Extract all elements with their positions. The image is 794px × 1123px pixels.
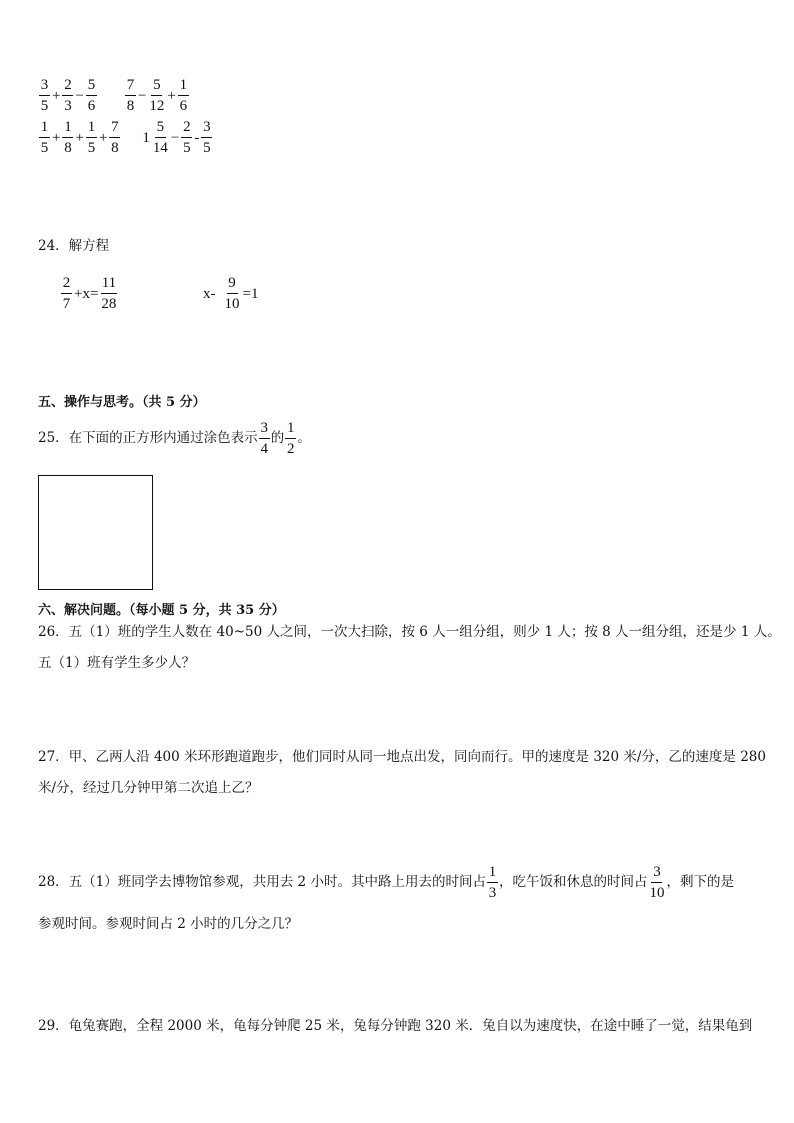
section-6-heading: 六、解决问题。（每小题 5 分，共 35 分）	[38, 603, 285, 618]
operator: −	[170, 129, 180, 146]
operator: −	[137, 87, 147, 104]
operator: +	[75, 129, 84, 146]
fraction: $\frac{5}{14}$	[152, 119, 168, 156]
fraction: $\frac{5}{12}$	[149, 77, 165, 114]
fraction: $\frac{1}{6}$	[179, 77, 188, 114]
fraction: $\frac{2}{3}$	[64, 77, 72, 114]
operator: -	[194, 129, 200, 146]
fraction: $\frac{2}{7}$	[62, 275, 71, 312]
fraction: $\frac{1}{8}$	[64, 119, 72, 156]
operator: +	[52, 87, 61, 104]
question-text: ，剩下的是	[666, 874, 734, 891]
question-26-line-1: 26．五（1）班的学生人数在 40~50 人之间，一次大扫除，按 6 人一组分组，则少 1 人；按 8 人一组分组，还是少 1 人。	[38, 624, 781, 640]
question-29-line-1: 29．龟兔赛跑，全程 2000 米，龟每分钟爬 25 米，兔每分钟跑 320 米．兔自以为速度快，在途中睡了一觉，结果龟到	[38, 1018, 753, 1034]
fraction: $\frac{1}{5}$	[87, 119, 96, 156]
question-text: 28．五（1）班同学去博物馆参观，共用去 2 小时。其中路上用去的时间占	[38, 874, 486, 891]
operator: +	[167, 87, 176, 104]
expression-row-1	[38, 78, 190, 114]
fraction: $\frac{2}{5}$	[183, 119, 191, 156]
equation-text: +x=	[74, 285, 99, 302]
question-27-line-1: 27．甲、乙两人沿 400 米环形跑道跑步，他们同时从同一地点出发，同向而行。甲的速度是 320 米/分，乙的速度是 280	[38, 749, 766, 765]
fraction: $\frac{7}{8}$	[126, 77, 135, 114]
fraction: $\frac{3}{4}$	[260, 420, 268, 457]
equation-2	[202, 276, 259, 312]
question-26-line-2: 五（1）班有学生多少人？	[38, 655, 196, 671]
fraction: $\frac{3}{5}$	[40, 77, 49, 114]
fraction: $\frac{11}{28}$	[101, 275, 117, 312]
question-28-line-1	[38, 865, 734, 901]
question-27-line-2: 米/分，经过几分钟甲第二次追上乙？	[38, 780, 259, 796]
fraction: $\frac{3}{10}$	[649, 864, 665, 901]
question-text: ，吃午饭和休息的时间占	[498, 874, 648, 891]
equation-1	[60, 276, 118, 312]
operator: +	[52, 129, 61, 146]
fraction: $\frac{1}{5}$	[40, 119, 49, 156]
question-28-line-2: 参观时间。参观时间占 2 小时的几分之几？	[38, 916, 299, 932]
fraction: $\frac{7}{8}$	[111, 119, 119, 156]
question-24-title: 24．解方程	[38, 238, 110, 254]
fraction: $\frac{3}{5}$	[203, 119, 211, 156]
section-5-heading: 五、操作与思考。（共 5 分）	[38, 395, 206, 410]
fraction: $\frac{5}{6}$	[87, 77, 96, 114]
equation-text: =1	[242, 285, 259, 302]
equation-text: x-	[203, 285, 216, 302]
fraction: $\frac{1}{3}$	[488, 864, 497, 901]
question-text: 25．在下面的正方形内通过涂色表示	[38, 430, 258, 447]
question-25	[38, 421, 311, 457]
question-text: 的	[270, 430, 285, 447]
fraction: $\frac{1}{2}$	[286, 420, 295, 457]
expression-row-2	[38, 120, 213, 156]
operator: −	[75, 87, 84, 104]
whole-number: 1	[142, 129, 150, 146]
question-text: 。	[297, 430, 311, 447]
operator: +	[98, 129, 108, 146]
coloring-square[interactable]	[38, 475, 153, 590]
fraction: $\frac{9}{10}$	[224, 275, 240, 312]
